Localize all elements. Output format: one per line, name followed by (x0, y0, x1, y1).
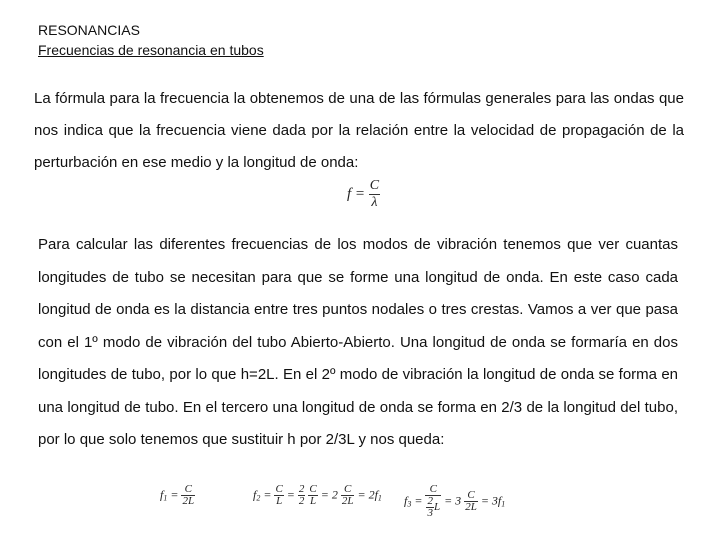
f2-lhs: f (253, 487, 257, 502)
title: RESONANCIAS (38, 22, 140, 38)
f3-tail-sub: 1 (501, 499, 506, 509)
f2-d-num: C (344, 483, 352, 495)
f2-frac-b (298, 484, 306, 507)
f3-frac-a (425, 484, 441, 519)
f3-lhs: f (404, 493, 408, 508)
f2-d-den: 2L (341, 495, 354, 507)
f2-a-den: L (276, 495, 283, 507)
paragraph-intro: La fórmula para la frecuencia la obtenemos de una de las fórmulas generales para las ondas que nos indica que la frecuencia viene dada por la relación entre la velocidad de propagación de la perturbación en ese medio y la longitud de onda: (34, 90, 684, 171)
equation-f2 (253, 484, 382, 507)
f3-inner-var: L (433, 501, 441, 514)
equation-f3 (404, 484, 505, 519)
f3-b-den: 2L (465, 501, 477, 513)
f2-eq2: = (286, 487, 295, 502)
f1-num: C (184, 483, 192, 495)
f2-eq3: = 2 (320, 487, 338, 502)
f1-eq: = (170, 487, 179, 502)
f3-b-num: C (467, 489, 475, 501)
f3-frac-b (464, 490, 478, 513)
f2-sub: 2 (256, 493, 261, 503)
f2-b-den: 2 (298, 495, 305, 507)
f2-a-num: C (275, 483, 283, 495)
f1-den: 2L (182, 495, 195, 507)
f3-sub: 3 (407, 499, 412, 509)
paragraph-modes: Para calcular las diferentes frecuencias de los modos de vibración tenemos que ver cuantas longitudes de tubo se necesitan para que se forme una longitud de onda. En este caso cada longitud de onda es la distancia entre tres puntos nodales o tres crestas. Vamos a ver que pasa con el 1º modo de vibración del tubo Abierto-Abierto. Una longitud de onda se formaría en dos longitudes de tubo, por lo que h=2L. En el 2º modo de vibración la longitud de onda se forma en una longitud de tubo. En el tercero una longitud de onda se forma en 2/3 de la longitud del tubo, por lo que solo tenemos que sustituir h por 2/3L y nos queda: (38, 236, 678, 448)
f3-a-num: C (429, 483, 437, 495)
subtitle: Frecuencias de resonancia en tubos (38, 42, 264, 58)
f2-frac-d (341, 484, 355, 507)
f2-c-num: C (309, 483, 317, 495)
f1-lhs: f (160, 487, 164, 502)
f3-inner-frac (426, 496, 434, 519)
f3-inner-den: 3 (427, 507, 433, 519)
f2-frac-c (308, 484, 317, 507)
formula-lhs: f = (347, 185, 366, 202)
f2-c-den: L (310, 495, 317, 507)
f2-b-num: 2 (298, 483, 305, 495)
formula-numerator: C (369, 178, 380, 193)
f3-eq: = (414, 493, 423, 508)
f1-fraction (181, 484, 195, 507)
equation-f1 (160, 484, 195, 507)
f3-a-den (425, 495, 441, 519)
f2-eq4: = 2f (357, 487, 378, 502)
f2-frac-a (274, 484, 283, 507)
f2-tail-sub: 1 (377, 493, 382, 503)
formula-denominator: λ (369, 194, 380, 211)
f3-inner-num: 2 (427, 495, 433, 507)
f3-eq2: = 3 (444, 493, 462, 508)
f1-sub: 1 (163, 493, 168, 503)
f2-eq: = (263, 487, 272, 502)
f3-eq3: = 3f (480, 493, 502, 508)
